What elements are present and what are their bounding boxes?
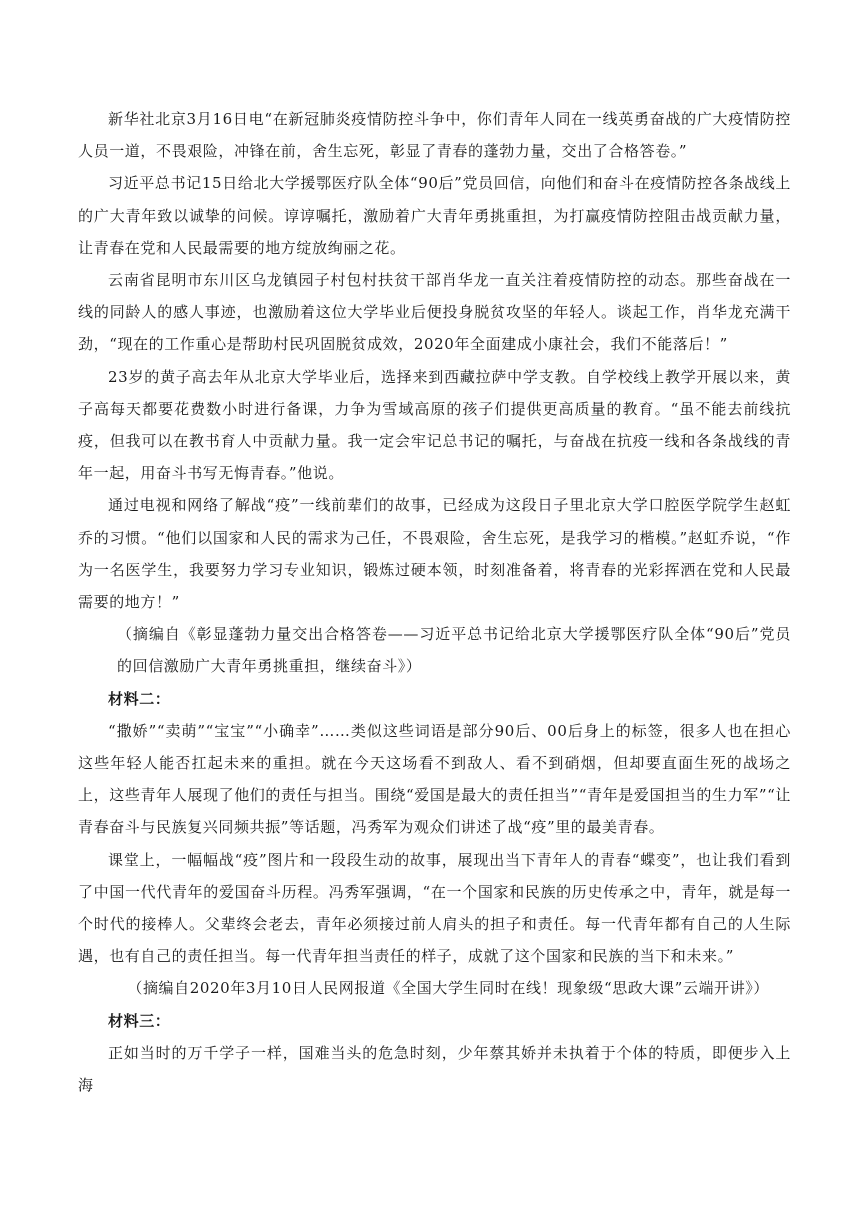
source-citation: （摘编自2020年3月10日人民网报道《全国大学生同时在线！现象级“思政大课”云端开讲》） (127, 979, 769, 998)
section-heading: 材料二： (108, 689, 171, 708)
paragraph: 云南省昆明市东川区乌龙镇园子村包村扶贫干部肖华龙一直关注着疫情防控的动态。那些奋战在一线的同龄人的感人事迹，也激励着这位大学毕业后便投身脱贫攻坚的年轻人。谈起工作，肖华龙充满干劲，“现在的工作重心是帮助村民巩固脱贫成效，2020年全面建成小康社会，我们不能落后！” (78, 271, 791, 354)
paragraph: 正如当时的万千学子一样，国难当头的危急时刻，少年蔡其娇并未执着于个体的特质，即便步入上海 (78, 1043, 791, 1095)
paragraph: “撒娇”“卖萌”“宝宝”“小确幸”……类似这些词语是部分90后、00后身上的标签，很多人也在担心这些年轻人能否扛起未来的重担。就在今天这场看不到敌人、看不到硝烟，但却要直面生死的战场之上，这些青年人展现了他们的责任与担当。围绕“爱国是最大的责任担当”“青年是爱国担当的生力军”“让青春奋斗与民族复兴同频共振”等话题，冯秀军为观众们讲述了战“疫”里的最美青春。 (78, 721, 791, 837)
source-citation: （摘编自《彰显蓬勃力量交出合格答卷——习近平总书记给北京大学援鄂医疗队全体“90后”党员的回信激励广大青年勇挑重担，继续奋斗》） (117, 625, 791, 676)
paragraph: 通过电视和网络了解战“疫”一线前辈们的故事，已经成为这段日子里北京大学口腔医学院学生赵虹乔的习惯。“他们以国家和人民的需求为己任，不畏艰险，舍生忘死，是我学习的楷模。”赵虹乔说，“作为一名医学生，我要努力学习专业知识，锻炼过硬本领，时刻准备着，将青春的光彩挥洒在党和人民最需要的地方！” (78, 496, 791, 612)
paragraph: 课堂上，一幅幅战“疫”图片和一段段生动的故事，展现出当下青年人的青春“蝶变”，也让我们看到了中国一代代青年的爱国奋斗历程。冯秀军强调，“在一个国家和民族的历史传承之中，青年，就是每一个时代的接棒人。父辈终会老去，青年必须接过前人肩头的担子和责任。每一代青年都有自己的人生际遇，也有自己的责任担当。每一代青年担当责任的样子，成就了这个国家和民族的当下和未来。” (78, 850, 791, 966)
section-heading: 材料三： (108, 1011, 171, 1030)
article-text (78, 103, 791, 1101)
paragraph: 23岁的黄子高去年从北京大学毕业后，选择来到西藏拉萨中学支教。自学校线上教学开展以来，黄子高每天都要花费数小时进行备课，力争为雪域高原的孩子们提供更高质量的教育。“虽不能去前线抗疫，但我可以在教书育人中贡献力量。我一定会牢记总书记的嘱托，与奋战在抗疫一线和各条战线的青年一起，用奋斗书写无悔青春。”他说。 (78, 367, 791, 483)
paragraph: 新华社北京3月16日电“在新冠肺炎疫情防控斗争中，你们青年人同在一线英勇奋战的广大疫情防控人员一道，不畏艰险，冲锋在前，舍生忘死，彰显了青春的蓬勃力量，交出了合格答卷。” (78, 110, 791, 161)
paragraph: 习近平总书记15日给北大学援鄂医疗队全体“90后”党员回信，向他们和奋斗在疫情防控各条战线上的广大青年致以诚挚的问候。谆谆嘱托，激励着广大青年勇挑重担，为打赢疫情防控阻击战贡献力量，让青春在党和人民最需要的地方绽放绚丽之花。 (78, 174, 791, 257)
